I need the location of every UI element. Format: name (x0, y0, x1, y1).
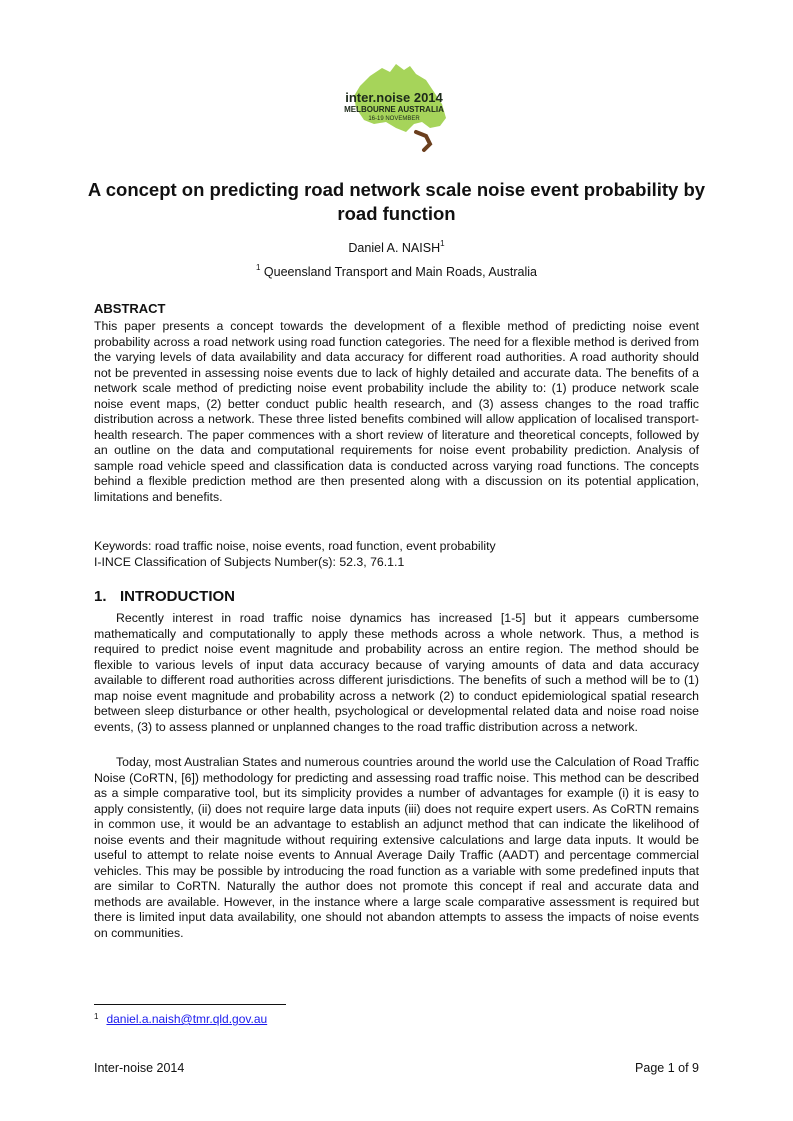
conference-logo (330, 62, 458, 162)
footer-conference: Inter-noise 2014 (94, 1061, 185, 1075)
logo-line-1: inter.noise 2014 (345, 90, 443, 105)
affiliation-line (0, 265, 793, 279)
australia-map-icon (330, 62, 458, 162)
footnote-divider (94, 1004, 286, 1005)
paper-title: A concept on predicting road network scale noise event probability by road function (87, 179, 706, 224)
footer-page-number: Page 1 of 9 (635, 1061, 699, 1075)
introduction-heading (94, 588, 235, 605)
keywords-block (94, 538, 496, 570)
logo-line-3: 16-19 NOVEMBER (368, 116, 420, 122)
footnote (94, 1012, 267, 1026)
footnote-mark: 1 (94, 1012, 99, 1021)
keywords-line: Keywords: road traffic noise, noise events, road function, event probability (94, 539, 496, 553)
author-name: Daniel A. NAISH (348, 241, 441, 255)
introduction-paragraph-1: Recently interest in road traffic noise dynamics has increased [1-5] but it appears cumbersome mathematically and computationally to apply these methods across a whole network. Thus, a method is required to predict noise event magnitude and probability across an entire region. The method should be flexible to various levels of input data accuracy because of varying amounts of data and data accuracy available to different road authorities across different jurisdictions. The benefits of such a method will be to (1) map noise event magnitude and probability across a network (2) to conduct epidemiological spatial research between sleep disturbance or other health, psychological or developmental related data and noise road noise events, (3) to assess planned or unplanned changes to the road traffic distribution across a network. (94, 611, 699, 734)
abstract-text: This paper presents a concept towards the development of a flexible method of predicting noise event probability across a road network using road function categories. The need for a flexible method is derived from the varying levels of data availability and data accuracy for different road authorities. A road authority should not be prevented in assessing noise events due to lack of highly detailed and accurate data. The benefits of a network scale method of predicting noise event probability include the ability to: (1) produce network scale noise event maps, (2) better conduct public health research, and (3) assess changes to the road traffic distribution across a network. These three listed benefits combined will allow application of localised transport-health research. The paper commences with a short review of literature and theoretical concepts, followed by an outline on the data and computational requirements for noise event probability prediction. Analysis of sample road vehicle speed and classification data is conducted across varying road functions. The concepts behind a flexible prediction method are then presented along with a discussion on its potential application, limitations and benefits. (94, 319, 699, 504)
affiliation-mark: 1 (255, 263, 261, 272)
affiliation-text: Queensland Transport and Main Roads, Australia (263, 265, 537, 279)
section-title: INTRODUCTION (120, 588, 235, 605)
classification-line: I-INCE Classification of Subjects Number(s): 52.3, 76.1.1 (94, 555, 405, 569)
section-number: 1. (94, 588, 107, 605)
author-email-link[interactable]: daniel.a.naish@tmr.qld.gov.au (106, 1012, 268, 1026)
abstract-heading: ABSTRACT (94, 301, 166, 316)
logo-line-2: MELBOURNE AUSTRALIA (344, 105, 444, 114)
author-line (0, 241, 793, 255)
author-footnote-mark: 1 (440, 239, 445, 248)
introduction-paragraph-2: Today, most Australian States and numerous countries around the world use the Calculation of Road Traffic Noise (CoRTN, [6]) methodology for predicting and assessing road traffic noise. This method can be described as a simple comparative tool, but its simplicity provides a number of advantages for example (i) it is easy to apply consistently, (ii) does not require large data inputs (iii) does not require expert users. As CoRTN remains in common use, it would be an advantage to establish an adjunct method that can indicate the likelihood of noise events and their magnitude without requiring extensive calculations and large data inputs. It would be useful to attempt to relate noise events to Annual Average Daily Traffic (AADT) and percentage commercial vehicles. This may be possible by introducing the road function as a variable with some predefined inputs that are similar to CoRTN. Naturally the author does not promote this concept if real and accurate data and methods are available. However, in the instance where a large scale comparative assessment is required but there is limited input data availability, one should not abandon attempts to assess the impacts of noise events on communities. (94, 755, 699, 940)
